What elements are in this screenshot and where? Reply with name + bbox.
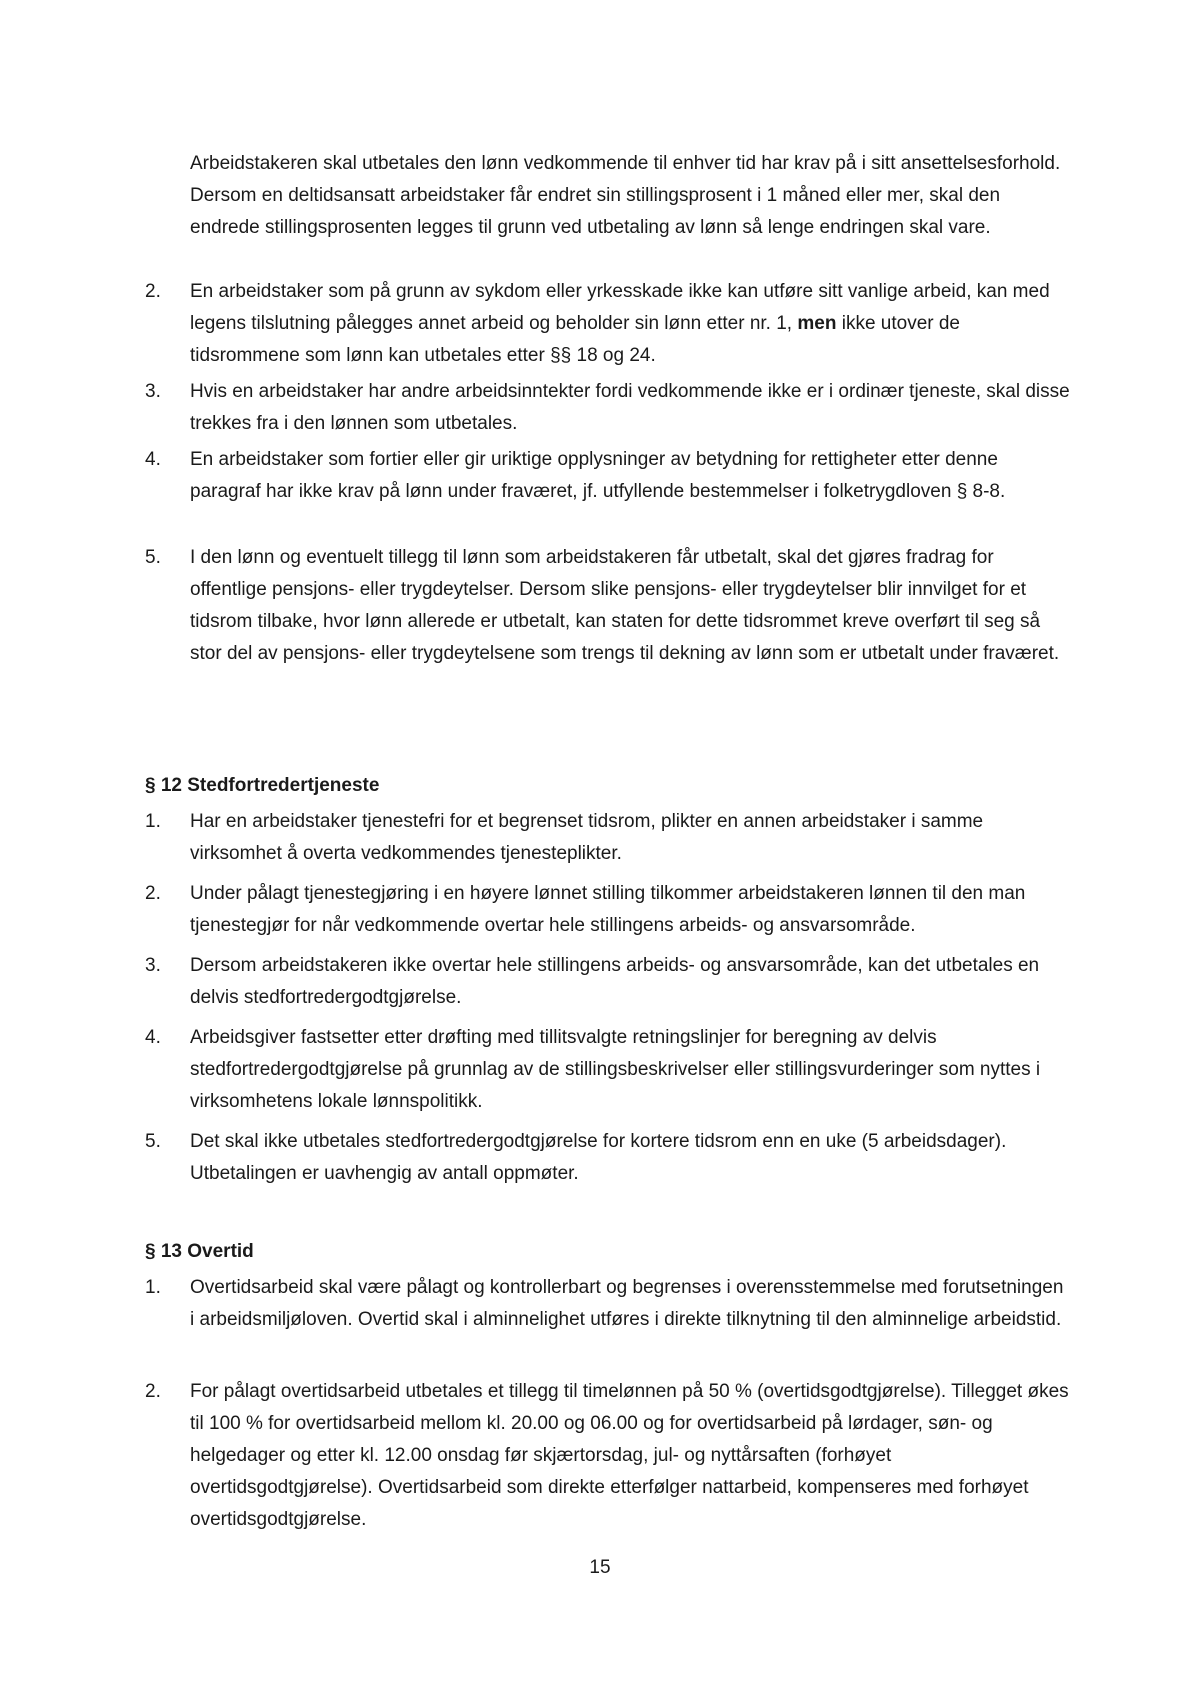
item-text: En arbeidstaker som på grunn av sykdom eller yrkesskade ikke kan utføre sitt vanlige arbeid, kan med legens tilslutning pålegges annet arbeid og beholder sin lønn etter nr. 1, men ikke utover de tidsrommene som lønn kan utbetales etter §§ 18 og 24. — [190, 281, 1050, 366]
item-text: Hvis en arbeidstaker har andre arbeidsinntekter fordi vedkommende ikke er i ordinær tjeneste, skal disse trekkes fra i den lønnen som utbetales. — [190, 381, 1070, 434]
section-12-heading: § 12 Stedfortredertjeneste — [145, 775, 380, 796]
item-number: 2. — [145, 281, 161, 302]
item-number: 2. — [145, 883, 161, 904]
item-number: 3. — [145, 955, 161, 976]
item-number: 1. — [145, 1277, 161, 1298]
item-number: 5. — [145, 1131, 161, 1152]
item-text: Har en arbeidstaker tjenestefri for et begrenset tidsrom, plikter en annen arbeidstaker i samme virksomhet å overta vedkommendes tjenesteplikter. — [190, 811, 984, 864]
item-text: Overtidsarbeid skal være pålagt og kontrollerbart og begrenses i overensstemmelse med forutsetningen i arbeidsmiljøloven. Overtid skal i alminnelighet utføres i direkte tilknytning til den alminnelige arbeidstid. — [190, 1277, 1064, 1330]
item-number: 5. — [145, 547, 161, 568]
item-number: 1. — [145, 811, 161, 832]
item-text: I den lønn og eventuelt tillegg til lønn som arbeidstakeren får utbetalt, skal det gjøres fradrag for offentlige pensjons- eller trygdeytelser. Dersom slike pensjons- eller trygdeytelser blir innvilget for et tidsrom tilbake, hvor lønn allerede er utbetalt, kan staten for dette tidsrommet kreve overført til seg så stor del av pensjons- eller trygdeytelsene som trengs til dekning av lønn som er utbetalt under fraværet. — [190, 547, 1060, 664]
bold-word: men — [797, 313, 837, 334]
section-13-heading: § 13 Overtid — [145, 1241, 254, 1262]
item-number: 4. — [145, 449, 161, 470]
item-number: 3. — [145, 381, 161, 402]
item-text: Under pålagt tjenestegjøring i en høyere lønnet stilling tilkommer arbeidstakeren lønnen til den man tjenestegjør for når vedkommende overtar hele stillingens arbeids- og ansvarsområde. — [190, 883, 1026, 936]
item-text: Dersom arbeidstakeren ikke overtar hele stillingens arbeids- og ansvarsområde, kan det utbetales en delvis stedfortredergodtgjørelse. — [190, 955, 1040, 1008]
page-number: 15 — [589, 1557, 611, 1578]
item-text: Det skal ikke utbetales stedfortredergodtgjørelse for kortere tidsrom enn en uke (5 arbeidsdager). Utbetalingen er uavhengig av antall oppmøter. — [190, 1131, 1007, 1184]
item-number: 4. — [145, 1027, 161, 1048]
item-text: Arbeidsgiver fastsetter etter drøfting med tillitsvalgte retningslinjer for beregning av delvis stedfortredergodtgjørelse på grunnlag av de stillingsbeskrivelser eller stillingsvurderinger som nyttes i virksomhetens lokale lønnspolitikk. — [190, 1027, 1041, 1112]
intro-paragraph: Arbeidstakeren skal utbetales den lønn vedkommende til enhver tid har krav på i sitt ansettelsesforhold. Dersom en deltidsansatt arbeidstaker får endret sin stillingsprosent i 1 måned eller mer, skal den endrede stillingsprosenten legges til grunn ved utbetaling av lønn så lenge endringen skal vare. — [190, 153, 1061, 238]
item-number: 2. — [145, 1381, 161, 1402]
item-text: En arbeidstaker som fortier eller gir uriktige opplysninger av betydning for rettigheter etter denne paragraf har ikke krav på lønn under fraværet, jf. utfyllende bestemmelser i folketrygdloven § 8-8. — [190, 449, 1006, 502]
item-text: For pålagt overtidsarbeid utbetales et tillegg til timelønnen på 50 % (overtidsgodtgjørelse). Tillegget økes til 100 % for overtidsarbeid mellom kl. 20.00 og 06.00 og for overtidsarbeid på lørdager, søn- og helgedager og etter kl. 12.00 onsdag før skjærtorsdag, jul- og nyttårsaften (forhøyet overtidsgodtgjørelse). Overtidsarbeid som direkte etterfølger nattarbeid, kompenseres med forhøyet overtidsgodtgjørelse. — [190, 1381, 1069, 1530]
